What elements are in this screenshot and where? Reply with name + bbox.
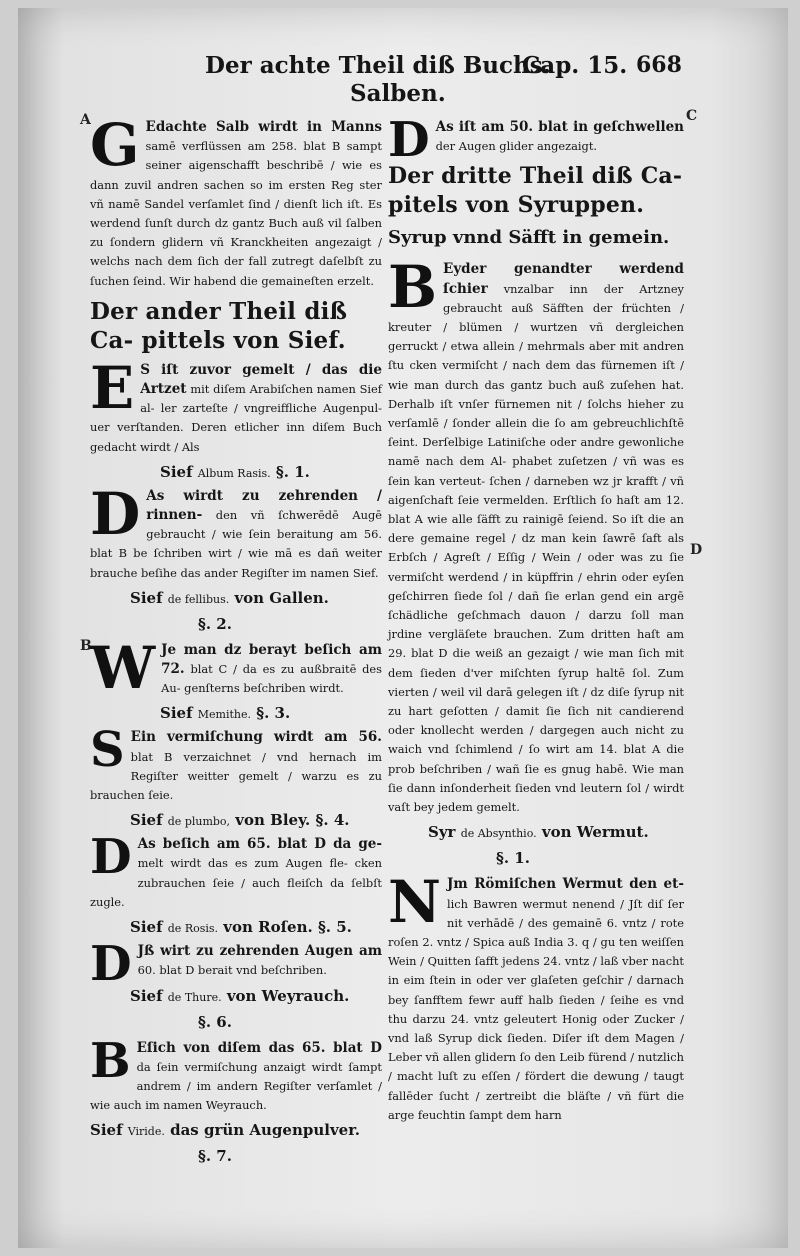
section-heading: Der ander Theil diß Ca- pittels von Sief. (90, 297, 348, 354)
entry-heading (90, 985, 382, 1009)
paragraph-text: samē verflüssen am 258. blat B sampt seiner aigenschafft beschribē / wie es dann zuvil andren sachen so im ersten Reg ster vñ namē Sandel verſamlet ſind / dienſt lich iſt. Es werdend ſunſt durch dz gantz Buch auß vil ſalben zu ſondern glidern vñ Kranckheiten angezaigt / welchs nach dem ſich der fall zutregt daſelbſt zu ſuchen ſeind. Wir habend die gemaineſten erzelt. (90, 139, 382, 288)
paragraph (90, 111, 382, 291)
drop-cap: G (90, 111, 140, 179)
paragraph (90, 479, 382, 583)
paragraph (388, 112, 684, 168)
entry-name: Sief (130, 918, 163, 937)
entry-heading (90, 809, 382, 833)
drop-cap: E (90, 353, 135, 422)
entry-name: Sief (130, 588, 163, 607)
drop-cap: S (90, 722, 125, 779)
paragraph-text: da ſein vermiſchung anzaigt wirdt ſampt andrem / im andern Regiſter verſamlet / wie auch im namen Weyrauch. (90, 1059, 382, 1113)
entry-tail: von Weyrauch. (226, 986, 350, 1005)
paragraph (90, 829, 382, 912)
entry-latin: Album Rasis. (197, 466, 271, 480)
entry-tail: von Roſen. (223, 918, 313, 937)
paragraph-lead: As beſich am 65. blat D da ge- (137, 836, 382, 853)
paragraph-lead: Je man dz berayt beſich am 72. (161, 641, 382, 678)
entry-tail: von Bley. (235, 811, 311, 830)
paragraph-text: der Augen glider angezaigt. (435, 139, 598, 154)
entry-mark: §. 1. (496, 849, 530, 868)
paragraph-text: blat C / da es zu außbraitē des Au- genſterns beſchriben wirdt. (161, 662, 383, 696)
entry-mark: §. 1. (275, 462, 310, 481)
chapter-label: Cap. 15. (522, 52, 628, 79)
entry-name: Sief (90, 1121, 123, 1140)
paragraph-lead: Eyder genandter werdend ſchier (443, 261, 684, 297)
right-column (388, 112, 684, 1129)
drop-cap: B (388, 253, 438, 322)
entry-latin: Memithe. (197, 708, 251, 722)
entry-mark: §. 2. (198, 614, 232, 633)
entry-mark: §. 4. (315, 811, 350, 830)
entry-latin: de plumbo, (167, 815, 231, 829)
paragraph-lead: Ein vermiſchung wirdt am 56. (130, 729, 382, 746)
paragraph (90, 1032, 382, 1116)
entry-name: Sief (130, 986, 163, 1005)
running-title: Der achte Theil diß Buchs. (205, 52, 551, 79)
entry-latin: de Absynthio. (460, 827, 537, 841)
paragraph (388, 868, 684, 1125)
drop-cap: D (90, 829, 132, 886)
drop-cap: N (388, 868, 442, 937)
paragraph-text: lich Bawren wermut nenend / Jſt diſ ſer nit verhādē / des gemainē 6. vntz / rote roſen 2. vntz / Spica auß India 3. q / gu ten weiſſen Wein / Quitten ſafft jedens 24. vntz / laß vber nacht in eim ſtein in oder ver glaſeten geſchir / darnach bey ſanfftem fewr auff halb ſieden / ſeihe es vnd thu darzu 24. vntz geleutert Honig oder Zucker / vnd laß Syrup dick ſieden. Diſer iſt dem Magen / Leber vñ allen glidern ſo den Leib fürend / nutzlich / macht luſt zu eſſen / fördert die dewung / taugt fallēder ſucht / zertreibt die bläſte / vñ fürt die arge feuchtin ſampt dem harn (388, 896, 684, 1122)
drop-cap: D (388, 112, 430, 168)
paragraph (90, 353, 383, 457)
paragraph-text: den vñ ſchwerēdē Augē gebraucht / wie ſein beraitung am 56. blat B be ſchriben wirt / wie mā es dañ weiter brauche beſihe das ander Regiſter im namen Sief. (90, 508, 382, 580)
entry-name: Syr (428, 823, 456, 842)
margin-letter-b: B (80, 638, 92, 654)
paragraph-lead: Jm Römiſchen Wermut den et- (447, 876, 684, 893)
section-heading: Der dritte Theil diß Ca- pitels von Syruppen. (388, 163, 683, 219)
entry-heading (90, 916, 382, 940)
entry-tail: das grün Augenpulver. (170, 1121, 360, 1140)
paragraph-text: blat B verzaichnet / vnd hernach im Regiſter weitter gemelt / warzu es zu brauchen ſeie. (90, 749, 382, 803)
entry-mark: §. 7. (198, 1147, 232, 1166)
paragraph-text: 60. blat D berait vnd beſchriben. (137, 963, 327, 978)
section-title: Salben. (350, 80, 446, 107)
entry-name: Sief (160, 462, 193, 481)
paragraph-lead: As iſt am 50. blat in geſchwellen (435, 119, 684, 135)
entry-latin: de fellibus. (167, 592, 230, 606)
paragraph (388, 253, 684, 817)
entry-mark: §. 3. (256, 704, 291, 723)
subsection-heading: Syrup vnnd Säfft in gemein. (388, 227, 670, 249)
page-number: 668 (636, 52, 682, 78)
paragraph-text: melt wirdt das es zum Augen fle- cken zubrauchen ſeie / auch fleiſch da ſelbſt zugle. (90, 856, 382, 909)
entry-tail: von Wermut. (541, 823, 649, 842)
margin-letter-d: D (690, 542, 703, 558)
paragraph (90, 633, 383, 702)
margin-letter-a: A (80, 112, 91, 128)
entry-mark: §. 6. (198, 1012, 232, 1031)
entry-mark: §. 5. (317, 918, 352, 937)
entry-tail: von Gallen. (234, 588, 329, 607)
left-column (90, 111, 383, 1173)
paragraph-text: vnzalbar inn der Artzney gebraucht auß Säfften der früchten / kreuter / blümen / wurtzen vñ dergleichen gerruckt / etwa allein / mehrmals aber mit andren ſtu cken vermiſcht / nach dem das fürnemen iſt / wie man durch das gantz buch auß zuſehen hat. Derhalb iſt vnſer fürnemen nit / ſolchs hieher zu verſamlē / ſonder allein die ſo am gebreuchlichſtē ſeint. Derſelbige Latiniſche oder andre gewonliche namē nach dem Al- phabet zuſetzen / vñ was es ſein kan verteut- ſchen / darneben wz jr krafft / vñ aigenſchaft ſeie vermelden. Erſtlich ſo haſt am 12. blat A wie alle ſäfft zu rainigē ſeiend. So iſt die an dere gemaine regel / dz man kein ſawrē ſaft als Erbſch / Agreſt / Eſſig / Wein / oder was zu ſie vermiſcht werdend / in küpffrin / ehrin oder eyſen geſchirren ſiede ſol / dañ ſie erlan gend ein argē ſchädliche geſchmach dauon / darzu ſoll man jrdine vergläſete brauchen. Zum dritten haſt am 29. blat D die weiß an gezaigt / wie man ſich mit dem ſieden d'ver miſchten ſyrup haltē ſol. Zum vierten / weil vil darā gelegen iſt / dz diſe ſyrup nit zu hart geſotten / damit ſie ſich nit candierend oder knollecht werden / dargegen auch nicht zu waich vnd ſchimlend / ſo wirt am 14. blat A die prob beſchriben / wañ ſie es gnug habē. Wie man ſie dann inſonderheit ſieden vnd leutern ſol / wirdt vaſt bey jedem gemelt. (388, 281, 684, 815)
paragraph (90, 936, 382, 993)
entry-latin: Viride. (127, 1125, 165, 1139)
paragraph-lead: Jß wirt zu zehrenden Augen am (137, 943, 382, 960)
drop-cap: D (90, 936, 132, 993)
paragraph-lead: Edachte Salb wirdt in Manns (145, 119, 382, 135)
paragraph-lead: Eſich von diſem das 65. blat D (136, 1039, 382, 1056)
drop-cap: W (90, 633, 156, 702)
entry-heading (90, 702, 382, 726)
entry-latin: de Thure. (167, 990, 222, 1004)
paragraph (90, 722, 382, 805)
entry-latin: de Rosis. (167, 922, 219, 936)
drop-cap: B (90, 1032, 131, 1089)
paragraph-lead: As wirdt zu zehrenden / rinnen- (146, 487, 382, 524)
drop-cap: D (90, 479, 141, 548)
entry-heading (90, 587, 382, 611)
entry-heading (90, 1119, 382, 1143)
entry-name: Sief (130, 811, 163, 830)
entry-name: Sief (160, 704, 193, 723)
paragraph-lead: S iſt zuvor gemelt / das die Artzet (140, 361, 382, 398)
paragraph-text: mit diſem Arabiſchen namen Sief al- ler zarteſte / vngreiffliche Augenpul- uer verſtanden. Deren etlicher inn diſem Buch gedacht wirdt / Als (90, 382, 383, 454)
entry-heading (388, 821, 684, 845)
margin-letter-c: C (686, 108, 698, 124)
